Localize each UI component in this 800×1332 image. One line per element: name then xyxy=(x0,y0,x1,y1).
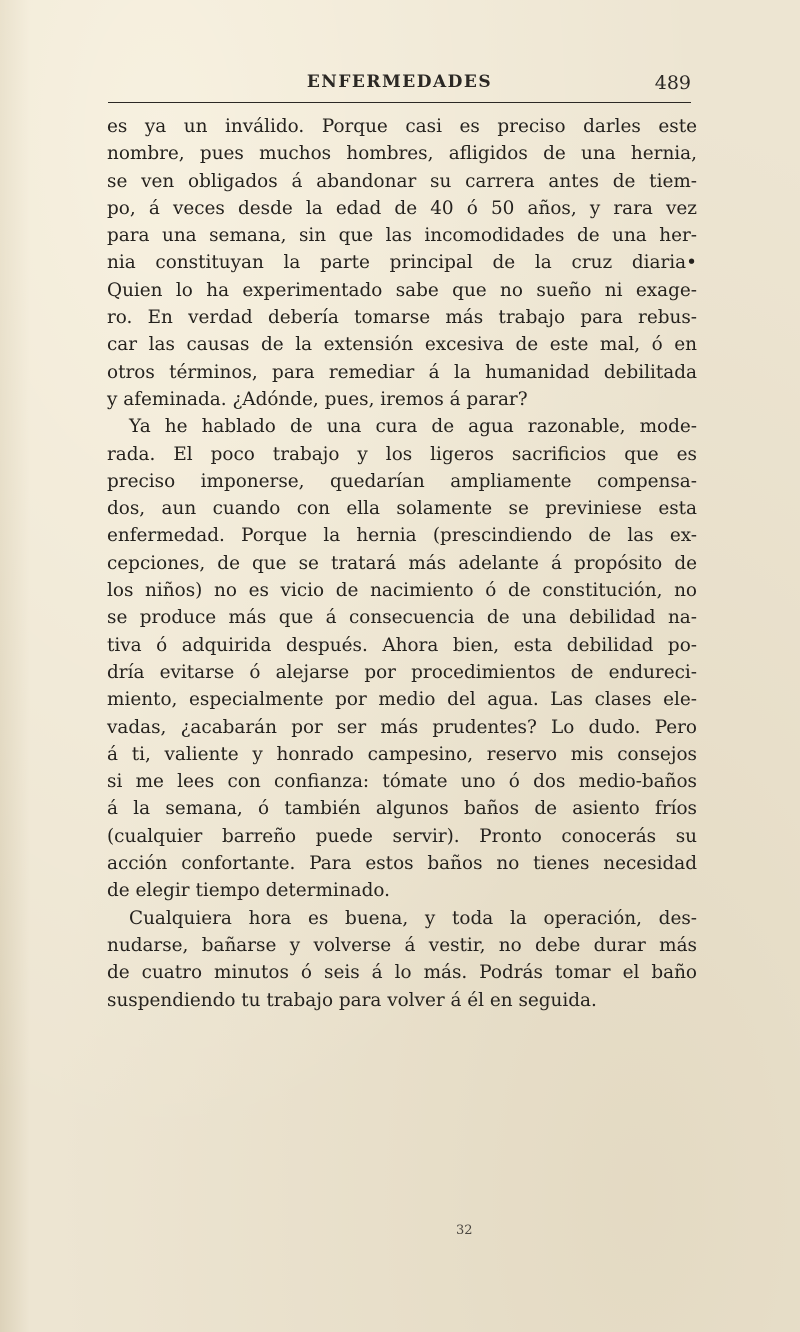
text-line: po, á veces desde la edad de 40 ó 50 años, y rara vez xyxy=(107,197,697,219)
text-line: Cualquiera hora es buena, y toda la operación, des- xyxy=(129,907,697,929)
running-head: ENFERMEDADES xyxy=(306,72,493,92)
text-line: (cualquier barreño puede servir). Pronto conocerás su xyxy=(107,825,697,847)
page-header xyxy=(108,72,691,103)
text-line: se produce más que á consecuencia de una debilidad na- xyxy=(107,607,697,629)
text-line: car las causas de la extensión excesiva de este mal, ó en xyxy=(107,334,697,356)
text-line: de elegir tiempo determinado. xyxy=(107,880,390,902)
text-line: dría evitarse ó alejarse por procedimientos de endureci- xyxy=(107,661,697,683)
text-line: dos, aun cuando con ella solamente se previniese esta xyxy=(107,498,697,520)
text-line: nia constituyan la parte principal de la cruz diaria• xyxy=(107,252,697,274)
text-line: rada. El poco trabajo y los ligeros sacrificios que es xyxy=(107,443,697,465)
text-line: ro. En verdad debería tomarse más trabajo para rebus- xyxy=(107,307,697,329)
text-line: Quien lo ha experimentado sabe que no sueño ni exage- xyxy=(107,279,697,301)
text-line: nudarse, bañarse y volverse á vestir, no debe durar más xyxy=(107,934,697,956)
text-line: nombre, pues muchos hombres, afligidos de una hernia, xyxy=(107,143,697,165)
text-line: Ya he hablado de una cura de agua razonable, mode- xyxy=(129,416,697,438)
text-line: se ven obligados á abandonar su carrera antes de tiem- xyxy=(107,170,697,192)
text-line: preciso imponerse, quedarían ampliamente compensa- xyxy=(107,470,697,492)
gathering-signature: 32 xyxy=(456,1223,473,1238)
text-line: enfermedad. Porque la hernia (prescindiendo de las ex- xyxy=(107,525,697,547)
text-line: es ya un inválido. Porque casi es preciso darles este xyxy=(107,116,697,137)
text-line: los niños) no es vicio de nacimiento ó de constitución, no xyxy=(107,580,697,602)
text-line: acción confortante. Para estos baños no tienes necesidad xyxy=(107,853,697,875)
page-number: 489 xyxy=(654,72,691,94)
text-line: vadas, ¿acabarán por ser más prudentes? Lo dudo. Pero xyxy=(107,716,697,738)
text-line: tiva ó adquirida después. Ahora bien, esta debilidad po- xyxy=(107,634,697,656)
text-line: miento, especialmente por medio del agua. Las clases ele- xyxy=(107,689,697,711)
text-line: suspendiendo tu trabajo para volver á él en seguida. xyxy=(107,989,597,1011)
text-line: de cuatro minutos ó seis á lo más. Podrás tomar el baño xyxy=(107,962,697,984)
text-line: y afeminada. ¿Adónde, pues, iremos á parar? xyxy=(107,388,528,410)
text-line: otros términos, para remediar á la humanidad debilitada xyxy=(107,361,697,383)
text-line: cepciones, de que se tratará más adelante á propósito de xyxy=(107,552,697,574)
text-line: á ti, valiente y honrado campesino, reservo mis consejos xyxy=(107,743,697,765)
text-line: para una semana, sin que las incomodidades de una her- xyxy=(107,225,697,247)
text-line: si me lees con confianza: tómate uno ó dos medio-baños xyxy=(107,771,697,793)
body-text xyxy=(107,113,697,1014)
text-line: á la semana, ó también algunos baños de asiento fríos xyxy=(107,798,697,820)
